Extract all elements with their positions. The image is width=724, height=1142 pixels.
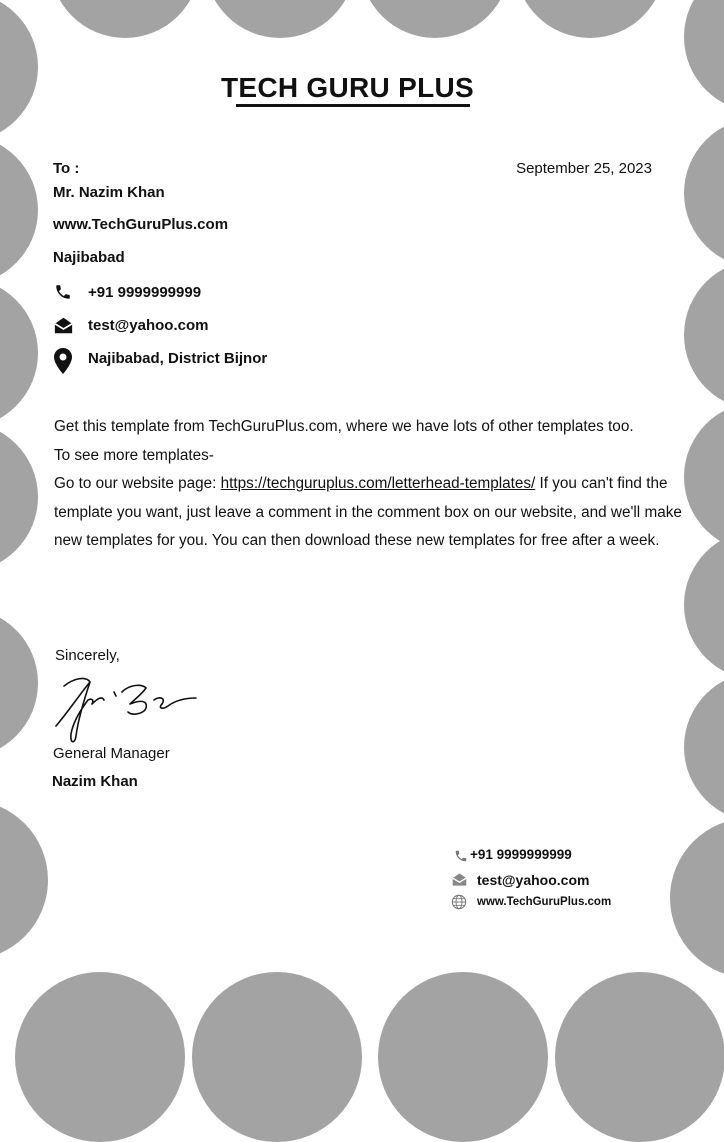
recipient-website[interactable]: www.TechGuruPlus.com xyxy=(53,216,229,233)
body-paragraph xyxy=(54,470,694,556)
mail-icon xyxy=(451,872,468,887)
company-title: TECH GURU PLUS xyxy=(220,72,475,103)
decor-circle xyxy=(0,278,38,428)
footer-website[interactable]: www.TechGuruPlus.com xyxy=(477,896,612,908)
recipient-email[interactable]: test@yahoo.com xyxy=(88,317,209,334)
decor-circle xyxy=(0,800,48,960)
signer-name: Nazim Khan xyxy=(52,773,138,790)
to-label: To : xyxy=(53,160,80,177)
decor-circle xyxy=(205,0,355,38)
signer-position: General Manager xyxy=(53,745,170,762)
body-line: To see more templates- xyxy=(54,446,214,464)
decor-circle xyxy=(684,672,724,822)
decor-circle xyxy=(0,0,38,142)
globe-icon xyxy=(451,894,467,910)
decor-circle xyxy=(515,0,665,38)
phone-icon xyxy=(54,283,72,301)
recipient-name: Mr. Nazim Khan xyxy=(53,184,165,201)
templates-link[interactable]: https://techguruplus.com/letterhead-templates/ xyxy=(220,475,536,492)
decor-circle xyxy=(0,135,38,285)
decor-circle xyxy=(360,0,510,38)
decor-circle xyxy=(555,972,724,1142)
body-line: Get this template from TechGuruPlus.com, where we have lots of other templates too. xyxy=(54,418,634,435)
decor-circle xyxy=(192,972,362,1142)
decor-circle xyxy=(15,972,185,1142)
body-text: Go to our website page: xyxy=(54,475,221,492)
recipient-city: Najibabad xyxy=(53,249,125,266)
mail-icon xyxy=(53,316,74,335)
decor-circle xyxy=(50,0,200,38)
decor-circle xyxy=(684,260,724,410)
phone-icon xyxy=(454,849,468,863)
recipient-address: Najibabad, District Bijnor xyxy=(88,350,268,367)
recipient-phone: +91 9999999999 xyxy=(88,284,202,301)
letter-date: September 25, 2023 xyxy=(516,160,652,177)
letter-body xyxy=(54,413,694,556)
decor-circle xyxy=(378,972,548,1142)
decor-circle xyxy=(684,118,724,268)
footer-phone: +91 9999999999 xyxy=(470,847,572,862)
salutation: Sincerely, xyxy=(55,647,120,664)
decor-circle xyxy=(670,818,724,978)
location-pin-icon xyxy=(54,348,72,374)
title-underline xyxy=(236,104,470,107)
signature xyxy=(50,670,200,748)
footer-email[interactable]: test@yahoo.com xyxy=(477,872,590,888)
decor-circle xyxy=(0,608,38,758)
decor-circle xyxy=(0,422,38,572)
body-text: If you can't find the template you want, just leave a comment in the comment box on our website, and we'll make new templates for you. You can then download these new templates for free after a week. xyxy=(54,475,682,549)
